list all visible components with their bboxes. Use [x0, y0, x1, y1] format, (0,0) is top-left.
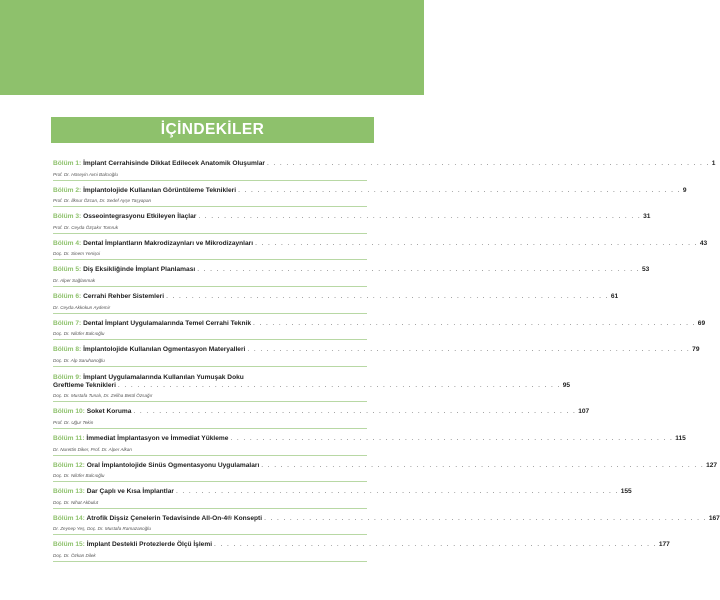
entry-divider: [53, 206, 367, 207]
toc-entry-text: [53, 515, 262, 524]
toc-entry[interactable]: [53, 239, 708, 261]
dot-leader: . . . . . . . . . . . . . . . . . . . . . . . . . . . . . . . . . . . . . . . . . . . . . . . . . . . . . . . . . . . . . . . . . . . . .: [117, 381, 561, 389]
entry-divider: [53, 534, 367, 535]
toc-entry-line: [53, 488, 632, 497]
toc-entry-line: [53, 373, 367, 382]
toc-entry-text: [53, 160, 265, 169]
chapter-title: İmplantolojide Kullanılan Görüntüleme Teknikleri: [83, 186, 237, 194]
entry-divider: [53, 428, 367, 429]
chapter-label: Bölüm 5:: [53, 266, 82, 274]
toc-entry[interactable]: [53, 266, 650, 287]
toc-heading-bar: [51, 117, 374, 143]
dot-leader: . . . . . . . . . . . . . . . . . . . . . . . . . . . . . . . . . . . . . . . . . . . . . . . . . . . . . . . . . . . . . . . . . . . . .: [253, 319, 696, 327]
dot-leader: . . . . . . . . . . . . . . . . . . . . . . . . . . . . . . . . . . . . . . . . . . . . . . . . . . . . . . . . . . . . . . . . . . . . .: [197, 266, 640, 274]
toc-entry[interactable]: [53, 213, 651, 234]
toc-entry[interactable]: [53, 488, 632, 509]
dot-leader: . . . . . . . . . . . . . . . . . . . . . . . . . . . . . . . . . . . . . . . . . . . . . . . . . . . . . . . . . . . . . . . . . . . . .: [198, 213, 642, 221]
dot-leader: . . . . . . . . . . . . . . . . . . . . . . . . . . . . . . . . . . . . . . . . . . . . . . . . . . . . . . . . . . . . . . . . . . . . .: [133, 408, 577, 416]
toc-entry-text: [53, 320, 251, 329]
toc-entry[interactable]: [53, 292, 619, 314]
chapter-authors: Dr. Zeynep Yeş, Doç. Dr. Mustafa Ramazanoğlu: [53, 526, 151, 532]
chapter-authors: Prof. Dr. Hüseyin Avni Balcıoğlu: [53, 171, 118, 177]
toc-entry-line: [53, 434, 686, 444]
chapter-label: Bölüm 9:: [53, 373, 82, 381]
page-number: 107: [578, 408, 590, 416]
entry-divider: [53, 339, 367, 340]
toc-entry-text: [53, 382, 116, 391]
entry-divider: [53, 561, 367, 562]
entry-divider: [53, 259, 367, 260]
dot-leader: . . . . . . . . . . . . . . . . . . . . . . . . . . . . . . . . . . . . . . . . . . . . . . . . . . . . . . . . . . . . . . . . . . . . .: [175, 488, 619, 496]
toc-entry[interactable]: [53, 434, 686, 456]
chapter-authors: Dr. Alper Sağlanmak: [53, 277, 96, 283]
chapter-title: Atrofik Dişsiz Çenelerin Tedavisinde All-On-4® Konsepti: [86, 514, 263, 522]
toc-entry-text: [53, 240, 253, 249]
page-number: 177: [658, 541, 670, 549]
chapter-label: Bölüm 11:: [53, 434, 85, 442]
dot-leader: . . . . . . . . . . . . . . . . . . . . . . . . . . . . . . . . . . . . . . . . . . . . . . . . . . . . . . . . . . . . . . . . . . . . .: [247, 346, 691, 354]
toc-entry-text: [53, 213, 196, 222]
toc-entry-line: [53, 319, 706, 329]
page-number: 95: [562, 381, 571, 389]
toc-entry[interactable]: [53, 373, 571, 403]
toc-list: [53, 160, 720, 562]
entry-divider: [53, 455, 367, 456]
dot-leader: . . . . . . . . . . . . . . . . . . . . . . . . . . . . . . . . . . . . . . . . . . . . . . . . . . . . . . . . . . . . . . . . . . . . .: [266, 160, 710, 167]
chapter-authors: Dr. Ceyda Akkokun Aydemir: [53, 304, 111, 310]
toc-entry[interactable]: [53, 541, 670, 562]
chapter-authors: Doç. Dr. Sinem Yenişoi: [53, 251, 100, 257]
toc-entry-text: [53, 187, 236, 196]
chapter-title: Osseointegrasyonu Etkileyen İlaçlar: [83, 213, 197, 221]
chapter-authors: Doç. Dr. Nilüfer Balcıoğlu: [53, 331, 105, 337]
chapter-title: Cerrahi Rehber Sistemleri: [83, 292, 165, 300]
toc-heading: İÇİNDEKİLER: [160, 121, 265, 138]
chapter-title: Dar Çaplı ve Kısa İmplantlar: [86, 488, 174, 496]
chapter-title: Diş Eksikliğinde İmplant Planlaması: [83, 266, 196, 274]
toc-entry-line: [53, 346, 700, 355]
toc-entry-line: [53, 186, 687, 196]
chapter-authors: Doç. Dr. Mustafa Tunalı, Dr. Zeliha Betül Özsağır: [53, 393, 153, 399]
chapter-title: İmplant Uygulamalarında Kullanılan Yumuşak Doku: [83, 373, 244, 381]
entry-divider: [53, 286, 367, 287]
toc-entry-line: [53, 541, 670, 550]
toc-entry-line: [53, 461, 718, 471]
chapter-authors: Prof. Dr. Uğur Tekin: [53, 419, 94, 425]
toc-entry[interactable]: [53, 160, 716, 181]
page-number: 53: [641, 266, 650, 274]
toc-entry-line: [53, 266, 650, 275]
chapter-label: Bölüm 12:: [53, 461, 85, 469]
page-number: 79: [692, 346, 700, 354]
chapter-label: Bölüm 4:: [53, 239, 82, 247]
page-number: 9: [682, 186, 687, 194]
dot-leader: . . . . . . . . . . . . . . . . . . . . . . . . . . . . . . . . . . . . . . . . . . . . . . . . . . . . . . . . . . . . . . . . . . . . .: [214, 541, 657, 549]
entry-divider: [53, 180, 367, 181]
toc-entry[interactable]: [53, 319, 706, 341]
toc-entry-text: [53, 435, 228, 444]
toc-entry-line: [53, 514, 720, 524]
chapter-title: Soket Koruma: [86, 408, 132, 416]
chapter-authors: Prof. Dr. Ceyda Özçakır Tomruk: [53, 224, 119, 230]
chapter-label: Bölüm 13:: [53, 488, 85, 496]
toc-entry[interactable]: [53, 186, 687, 208]
chapter-title: İmplant Cerrahisinde Dikkat Edilecek Anatomik Oluşumlar: [83, 160, 265, 167]
chapter-title: İmplantolojide Kullanılan Ogmentasyon Materyalleri: [83, 346, 246, 354]
chapter-label: Bölüm 1:: [53, 160, 82, 167]
chapter-authors: Doç. Dr. Alp Saruhanoğlu: [53, 357, 105, 363]
toc-entry-line: [53, 381, 571, 391]
page-number: 31: [643, 213, 651, 221]
chapter-label: Bölüm 2:: [53, 186, 82, 194]
chapter-authors: Doç. Dr. Özkan Dilek: [53, 552, 96, 558]
chapter-title: İmmediat İmplantasyon ve İmmediat Yükleme: [86, 434, 229, 442]
page-number: 1: [711, 160, 716, 167]
toc-entry[interactable]: [53, 461, 718, 483]
chapter-label: Bölüm 7:: [53, 319, 82, 327]
chapter-label: Bölüm 8:: [53, 346, 82, 354]
toc-entry-text: [53, 541, 212, 550]
chapter-title-continued: Greftleme Teknikleri: [53, 381, 116, 389]
chapter-authors: Dr. Nurettin Diker, Prof. Dr. Alper Alkan: [53, 446, 132, 452]
toc-entry-text: [53, 408, 131, 417]
chapter-label: Bölüm 14:: [53, 514, 85, 522]
toc-entry-line: [53, 292, 619, 302]
chapter-title: Dental İmplantların Makrodizaynları ve Mikrodizaynları: [83, 239, 254, 247]
chapter-title: İmplant Destekli Protezlerde Ölçü İşlemi: [86, 541, 213, 549]
page-number: 61: [610, 292, 619, 300]
toc-entry[interactable]: [53, 346, 700, 367]
chapter-authors: Prof. Dr. İlknur Özcan, Dr. Sedef Ayşe Taşyapan: [53, 198, 152, 204]
chapter-authors: Doç. Dr. Nilüfer Balcıoğlu: [53, 473, 105, 479]
toc-entry-text: [53, 266, 195, 275]
toc-entry-text: [53, 346, 245, 355]
chapter-label: Bölüm 6:: [53, 292, 82, 300]
chapter-title: Dental İmplant Uygulamalarında Temel Cerrahi Teknik: [83, 319, 252, 327]
toc-entry-text: [53, 488, 174, 497]
chapter-label: Bölüm 10:: [53, 408, 85, 416]
page-number: 69: [697, 319, 706, 327]
dot-leader: . . . . . . . . . . . . . . . . . . . . . . . . . . . . . . . . . . . . . . . . . . . . . . . . . . . . . . . . . . . . . . . . . . . . .: [261, 461, 705, 469]
entry-divider: [53, 233, 367, 234]
entry-divider: [53, 508, 367, 509]
toc-entry[interactable]: [53, 408, 590, 429]
dot-leader: . . . . . . . . . . . . . . . . . . . . . . . . . . . . . . . . . . . . . . . . . . . . . . . . . . . . . . . . . . . . . . . . . . . . .: [166, 292, 609, 300]
dot-leader: . . . . . . . . . . . . . . . . . . . . . . . . . . . . . . . . . . . . . . . . . . . . . . . . . . . . . . . . . . . . . . . . . . . . .: [255, 239, 698, 247]
page-number: 127: [706, 461, 718, 469]
toc-entry-line: [53, 239, 708, 249]
toc-entry-line: [53, 160, 716, 169]
chapter-authors: Doç. Dr. Nihat Akbulut: [53, 499, 99, 505]
page-number: 43: [699, 239, 708, 247]
chapter-label: Bölüm 15:: [53, 541, 85, 549]
page-number: 155: [620, 488, 632, 496]
cover-green-band: [0, 0, 424, 95]
toc-entry-line: [53, 408, 590, 417]
dot-leader: . . . . . . . . . . . . . . . . . . . . . . . . . . . . . . . . . . . . . . . . . . . . . . . . . . . . . . . . . . . . . . . . . . . . .: [264, 514, 707, 522]
chapter-label: Bölüm 3:: [53, 213, 82, 221]
chapter-title: Oral İmplantolojide Sinüs Ogmentasyonu Uygulamaları: [86, 461, 260, 469]
entry-divider: [53, 366, 367, 367]
entry-divider: [53, 313, 367, 314]
toc-entry-line: [53, 213, 651, 222]
toc-entry-text: [53, 293, 164, 302]
toc-entry-text: [53, 462, 259, 471]
page-number: 167: [708, 514, 720, 522]
toc-entry[interactable]: [53, 514, 720, 536]
dot-leader: . . . . . . . . . . . . . . . . . . . . . . . . . . . . . . . . . . . . . . . . . . . . . . . . . . . . . . . . . . . . . . . . . . . . .: [238, 186, 681, 194]
entry-divider: [53, 481, 367, 482]
entry-divider: [53, 401, 367, 402]
page-number: 115: [675, 434, 686, 442]
dot-leader: . . . . . . . . . . . . . . . . . . . . . . . . . . . . . . . . . . . . . . . . . . . . . . . . . . . . . . . . . . . . . . . . . . . . .: [230, 434, 674, 442]
